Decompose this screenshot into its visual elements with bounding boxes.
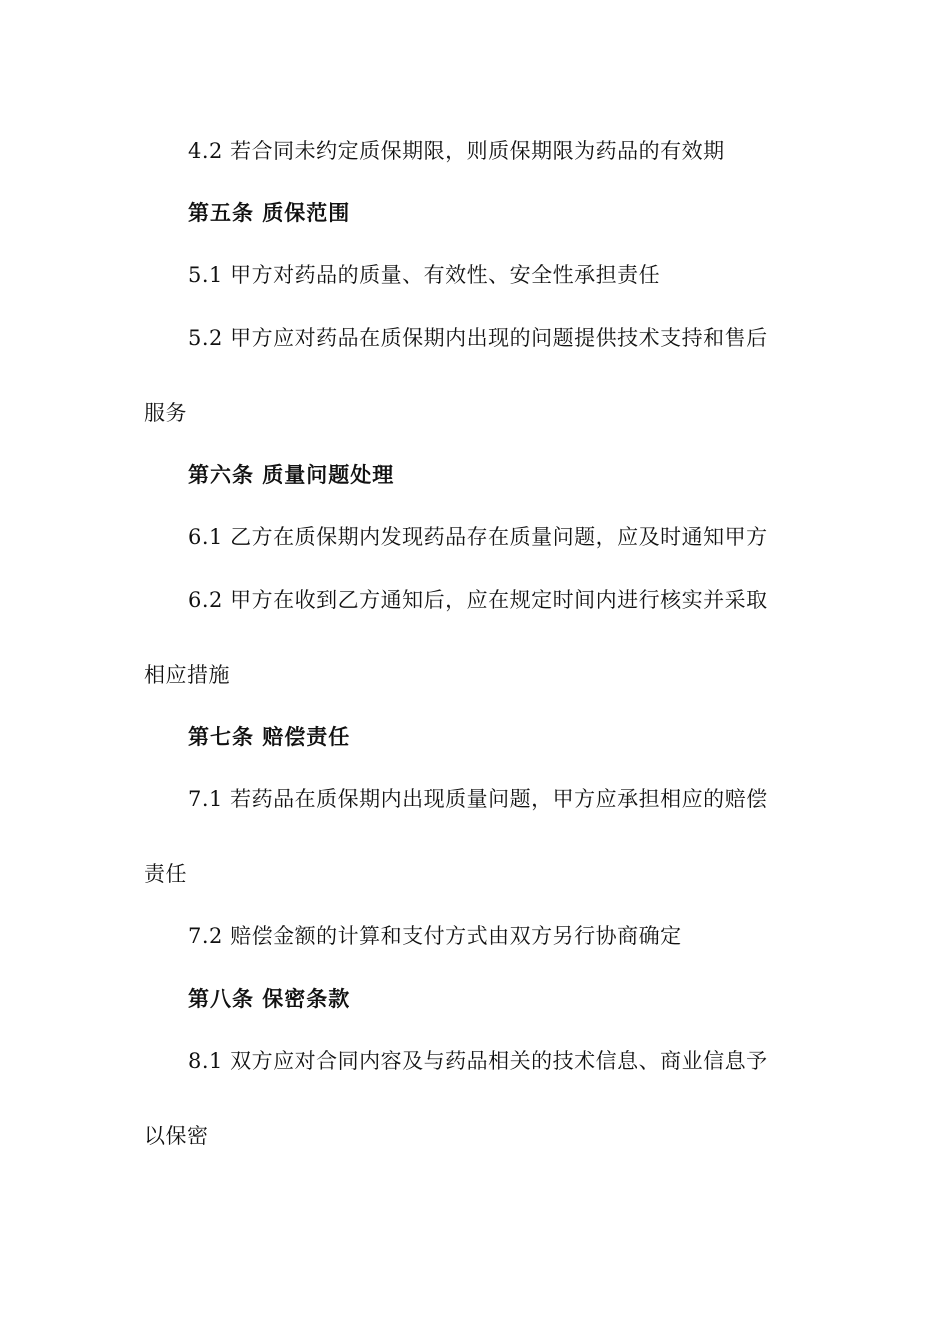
clause-7-2: 7.2 赔偿金额的计算和支付方式由双方另行协商确定	[188, 924, 682, 948]
clause-8-1-continued: 以保密	[144, 1124, 209, 1148]
clause-7-1-continued: 责任	[144, 862, 187, 886]
clause-6-1: 6.1 乙方在质保期内发现药品存在质量问题，应及时通知甲方	[188, 525, 768, 549]
clause-5-1: 5.1 甲方对药品的质量、有效性、安全性承担责任	[188, 263, 661, 287]
article-7-heading: 第七条 赔偿责任	[188, 725, 351, 749]
clause-6-2: 6.2 甲方在收到乙方通知后，应在规定时间内进行核实并采取	[188, 588, 768, 612]
clause-6-2-continued: 相应措施	[144, 663, 230, 687]
clause-4-2: 4.2 若合同未约定质保期限，则质保期限为药品的有效期	[188, 139, 725, 163]
clause-8-1: 8.1 双方应对合同内容及与药品相关的技术信息、商业信息予	[188, 1049, 768, 1073]
clause-5-2: 5.2 甲方应对药品在质保期内出现的问题提供技术支持和售后	[188, 326, 768, 350]
article-5-heading: 第五条 质保范围	[188, 201, 351, 225]
clause-7-1: 7.1 若药品在质保期内出现质量问题，甲方应承担相应的赔偿	[188, 787, 768, 811]
clause-5-2-continued: 服务	[144, 401, 187, 425]
article-6-heading: 第六条 质量问题处理	[188, 463, 395, 487]
article-8-heading: 第八条 保密条款	[188, 987, 351, 1011]
